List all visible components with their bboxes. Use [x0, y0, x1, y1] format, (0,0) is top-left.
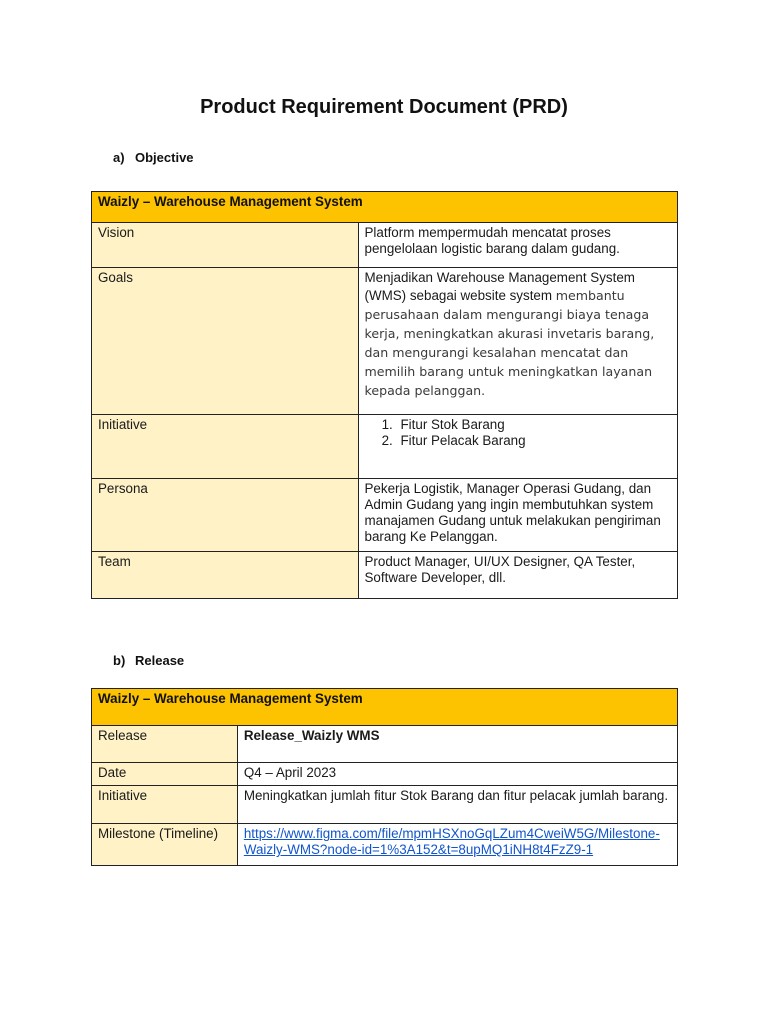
- table-row: [92, 786, 678, 824]
- table-header-row: [92, 192, 678, 223]
- table-row: [92, 824, 678, 866]
- section-heading-objective: [113, 150, 194, 165]
- row-label-release: Release: [92, 726, 238, 763]
- table-row: [92, 763, 678, 786]
- page-title: Product Requirement Document (PRD): [200, 96, 568, 118]
- table-header-row: [92, 689, 678, 726]
- list-item: 2. Fitur Pelacak Barang: [397, 433, 672, 449]
- goals-text-part2: membantu perusahaan dalam mengurangi biaya tenaga kerja, meningkatkan akurasi invetaris barang, dan mengurangi kesalahan mencatat dan memilih barang untuk meningkatkan layanan kepada pelanggan.: [364, 288, 655, 398]
- section-heading-release: [113, 653, 184, 668]
- section-title: Release: [135, 653, 185, 668]
- table-row: [92, 552, 678, 599]
- table-header: Waizly – Warehouse Management System: [92, 192, 678, 223]
- row-value-team: Product Manager, UI/UX Designer, QA Tester, Software Developer, dll.: [358, 552, 678, 599]
- list-item: 1. Fitur Stok Barang: [397, 417, 672, 433]
- row-label-initiative: Initiative: [92, 786, 238, 824]
- section-letter: a): [113, 150, 125, 165]
- table-row: [92, 223, 678, 268]
- row-label-initiative: Initiative: [92, 415, 359, 479]
- table-row: [92, 268, 678, 415]
- initiative-list: [365, 417, 672, 449]
- row-label-persona: Persona: [92, 479, 359, 552]
- row-value-milestone: [237, 824, 677, 866]
- row-label-milestone: Milestone (Timeline): [92, 824, 238, 866]
- goals-text-part1: Menjadikan Warehouse Management System (WMS) sebagai website system: [364, 270, 635, 303]
- milestone-link[interactable]: https://www.figma.com/file/mpmHSXnoGqLZum4CweiW5G/Milestone-Waizly-WMS?node-id=1%3A152&t=8upMQ1iNH8t4FzZ9-1: [243, 826, 660, 857]
- row-value-initiative: Meningkatkan jumlah fitur Stok Barang dan fitur pelacak jumlah barang.: [237, 786, 677, 824]
- table-row: [92, 726, 678, 763]
- row-value-date: Q4 – April 2023: [237, 763, 677, 786]
- row-value-persona: Pekerja Logistik, Manager Operasi Gudang, dan Admin Gudang yang ingin membutuhkan system manajamen Gudang untuk melakukan pengiriman barang Ke Pelanggan.: [358, 479, 678, 552]
- row-label-date: Date: [92, 763, 238, 786]
- release-table: [91, 688, 678, 866]
- row-value-goals: [358, 268, 678, 415]
- row-value-vision: Platform mempermudah mencatat proses pengelolaan logistic barang dalam gudang.: [358, 223, 678, 268]
- objective-table: [91, 191, 678, 599]
- row-label-vision: Vision: [92, 223, 359, 268]
- row-value-initiative: [358, 415, 678, 479]
- row-value-release: Release_Waizly WMS: [237, 726, 677, 763]
- row-label-goals: Goals: [92, 268, 359, 415]
- section-letter: b): [113, 653, 126, 668]
- section-title: Objective: [135, 150, 194, 165]
- row-label-team: Team: [92, 552, 359, 599]
- table-row: [92, 479, 678, 552]
- table-row: [92, 415, 678, 479]
- table-header: Waizly – Warehouse Management System: [92, 689, 678, 726]
